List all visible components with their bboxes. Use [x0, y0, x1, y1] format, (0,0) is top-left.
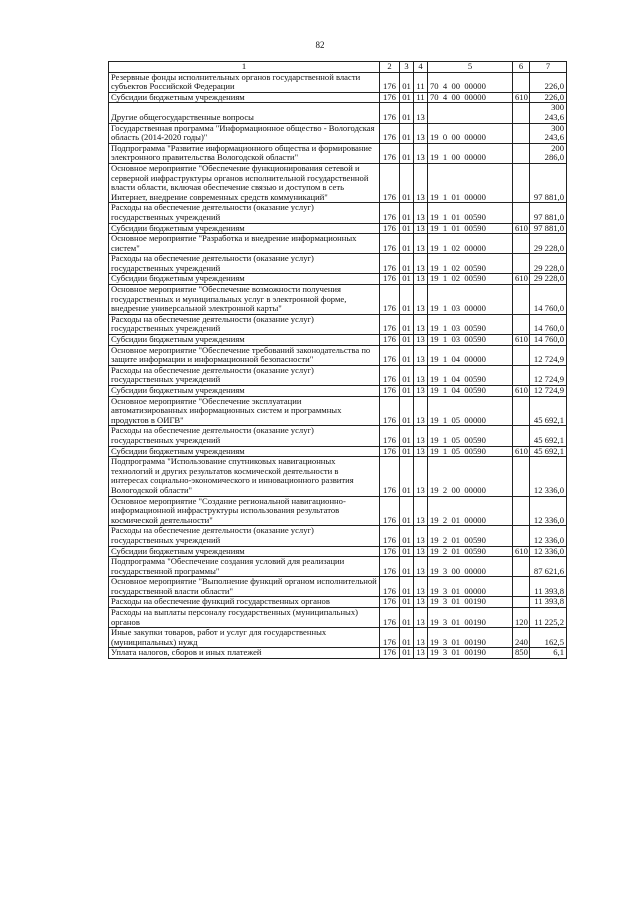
- target-article-cell: 19 1 03 00590: [428, 314, 513, 334]
- ministry-code-cell: 176: [380, 223, 400, 234]
- subsection-code-cell: 13: [414, 335, 428, 346]
- ministry-code-cell: 176: [380, 314, 400, 334]
- ministry-code-cell: 176: [380, 365, 400, 385]
- row-name-cell: Основное мероприятие "Обеспечение функционирования сетевой и серверной инфраструктуры органов исполнительной государственной власти области, включая обеспечение связью и доступом в сеть Интернет, внедрение современных средств коммуникаций": [109, 163, 380, 202]
- ministry-code-cell: 176: [380, 203, 400, 223]
- target-article-cell: 19 3 00 00000: [428, 557, 513, 577]
- table-row: [109, 608, 567, 628]
- target-article-cell: 19 1 04 00000: [428, 345, 513, 365]
- section-code-cell: 01: [400, 496, 414, 526]
- section-code-cell: 01: [400, 234, 414, 254]
- target-article-cell: 19 1 01 00590: [428, 203, 513, 223]
- ministry-code-cell: 176: [380, 92, 400, 103]
- subsection-code-cell: 13: [414, 546, 428, 557]
- expense-type-cell: [513, 103, 530, 123]
- amount-cell: 162,5: [530, 628, 567, 648]
- subsection-code-cell: 13: [414, 203, 428, 223]
- row-name-cell: Расходы на обеспечение функций государственных органов: [109, 597, 380, 608]
- subsection-code-cell: 13: [414, 234, 428, 254]
- table-row: [109, 577, 567, 597]
- table-row: [109, 396, 567, 426]
- table-row: [109, 546, 567, 557]
- ministry-code-cell: 176: [380, 103, 400, 123]
- ministry-code-cell: 176: [380, 648, 400, 659]
- table-row: [109, 386, 567, 397]
- amount-cell: 45 692,1: [530, 426, 567, 446]
- section-code-cell: 01: [400, 163, 414, 202]
- row-name-cell: Уплата налогов, сборов и иных платежей: [109, 648, 380, 659]
- row-name-cell: Расходы на обеспечение деятельности (оказание услуг) государственных учреждений: [109, 526, 380, 546]
- target-article-cell: 19 1 00 00000: [428, 143, 513, 163]
- row-name-cell: Расходы на обеспечение деятельности (оказание услуг) государственных учреждений: [109, 314, 380, 334]
- section-code-cell: 01: [400, 103, 414, 123]
- row-name-cell: Субсидии бюджетным учреждениям: [109, 386, 380, 397]
- target-article-cell: 19 0 00 00000: [428, 123, 513, 143]
- subsection-code-cell: 13: [414, 577, 428, 597]
- amount-cell: 6,1: [530, 648, 567, 659]
- target-article-cell: 19 2 01 00590: [428, 546, 513, 557]
- expense-type-cell: [513, 496, 530, 526]
- row-name-cell: Основное мероприятие "Обеспечение требований законодательства по защите информации и информационной безопасности": [109, 345, 380, 365]
- row-name-cell: Расходы на обеспечение деятельности (оказание услуг) государственных учреждений: [109, 426, 380, 446]
- expense-type-cell: 610: [513, 446, 530, 457]
- budget-table: [108, 61, 567, 659]
- expense-type-cell: [513, 365, 530, 385]
- section-code-cell: 01: [400, 314, 414, 334]
- section-code-cell: 01: [400, 628, 414, 648]
- header-cell: 3: [400, 62, 414, 73]
- ministry-code-cell: 176: [380, 526, 400, 546]
- expense-type-cell: [513, 254, 530, 274]
- target-article-cell: 19 3 01 00190: [428, 648, 513, 659]
- target-article-cell: 19 1 03 00590: [428, 335, 513, 346]
- subsection-code-cell: 13: [414, 426, 428, 446]
- ministry-code-cell: 176: [380, 608, 400, 628]
- subsection-code-cell: 13: [414, 345, 428, 365]
- subsection-code-cell: 13: [414, 496, 428, 526]
- section-code-cell: 01: [400, 426, 414, 446]
- expense-type-cell: [513, 123, 530, 143]
- expense-type-cell: [513, 426, 530, 446]
- subsection-code-cell: 13: [414, 223, 428, 234]
- amount-cell: 87 621,6: [530, 557, 567, 577]
- target-article-cell: [428, 103, 513, 123]
- section-code-cell: 01: [400, 365, 414, 385]
- subsection-code-cell: 13: [414, 254, 428, 274]
- header-cell: 1: [109, 62, 380, 73]
- header-cell: 4: [414, 62, 428, 73]
- expense-type-cell: [513, 345, 530, 365]
- subsection-code-cell: 13: [414, 457, 428, 496]
- table-row: [109, 234, 567, 254]
- section-code-cell: 01: [400, 92, 414, 103]
- row-name-cell: Субсидии бюджетным учреждениям: [109, 274, 380, 285]
- amount-cell: 14 760,0: [530, 314, 567, 334]
- amount-cell: 29 228,0: [530, 254, 567, 274]
- row-name-cell: Подпрограмма "Использование спутниковых навигационных технологий и других результатов космической деятельности в интересах социально-экономического и инновационного развития Вологодской области": [109, 457, 380, 496]
- amount-cell: 300 243,6: [530, 123, 567, 143]
- ministry-code-cell: 176: [380, 254, 400, 274]
- ministry-code-cell: 176: [380, 577, 400, 597]
- amount-cell: 12 336,0: [530, 526, 567, 546]
- section-code-cell: 01: [400, 526, 414, 546]
- row-name-cell: Субсидии бюджетным учреждениям: [109, 546, 380, 557]
- table-row: [109, 163, 567, 202]
- table-row: [109, 92, 567, 103]
- ministry-code-cell: 176: [380, 557, 400, 577]
- subsection-code-cell: 13: [414, 628, 428, 648]
- ministry-code-cell: 176: [380, 496, 400, 526]
- row-name-cell: Расходы на выплаты персоналу государственных (муниципальных) органов: [109, 608, 380, 628]
- target-article-cell: 19 1 02 00000: [428, 234, 513, 254]
- expense-type-cell: [513, 577, 530, 597]
- header-cell: 2: [380, 62, 400, 73]
- row-name-cell: Субсидии бюджетным учреждениям: [109, 223, 380, 234]
- section-code-cell: 01: [400, 345, 414, 365]
- table-row: [109, 254, 567, 274]
- ministry-code-cell: 176: [380, 597, 400, 608]
- target-article-cell: 19 1 04 00590: [428, 365, 513, 385]
- table-row: [109, 446, 567, 457]
- row-name-cell: Основное мероприятие "Разработка и внедрение информационных систем": [109, 234, 380, 254]
- table-row: [109, 314, 567, 334]
- row-name-cell: Иные закупки товаров, работ и услуг для государственных (муниципальных) нужд: [109, 628, 380, 648]
- amount-cell: 11 225,2: [530, 608, 567, 628]
- table-row: [109, 223, 567, 234]
- amount-cell: 226,0: [530, 92, 567, 103]
- subsection-code-cell: 13: [414, 526, 428, 546]
- target-article-cell: 19 1 04 00590: [428, 386, 513, 397]
- row-name-cell: Основное мероприятие "Выполнение функций органом исполнительной государственной власти области": [109, 577, 380, 597]
- amount-cell: 12 724,9: [530, 345, 567, 365]
- section-code-cell: 01: [400, 72, 414, 92]
- subsection-code-cell: 13: [414, 314, 428, 334]
- subsection-code-cell: 13: [414, 274, 428, 285]
- section-code-cell: 01: [400, 223, 414, 234]
- target-article-cell: 19 2 01 00590: [428, 526, 513, 546]
- expense-type-cell: 610: [513, 274, 530, 285]
- section-code-cell: 01: [400, 557, 414, 577]
- section-code-cell: 01: [400, 396, 414, 426]
- row-name-cell: Государственная программа "Информационное общество - Вологодская область (2014-2020 годы)": [109, 123, 380, 143]
- subsection-code-cell: 13: [414, 285, 428, 315]
- ministry-code-cell: 176: [380, 274, 400, 285]
- ministry-code-cell: 176: [380, 143, 400, 163]
- amount-cell: 14 760,0: [530, 285, 567, 315]
- subsection-code-cell: 11: [414, 72, 428, 92]
- expense-type-cell: 610: [513, 223, 530, 234]
- subsection-code-cell: 13: [414, 386, 428, 397]
- subsection-code-cell: 13: [414, 143, 428, 163]
- table-row: [109, 496, 567, 526]
- section-code-cell: 01: [400, 123, 414, 143]
- table-row: [109, 103, 567, 123]
- expense-type-cell: [513, 143, 530, 163]
- expense-type-cell: 610: [513, 335, 530, 346]
- ministry-code-cell: 176: [380, 628, 400, 648]
- expense-type-cell: 240: [513, 628, 530, 648]
- target-article-cell: 19 1 01 00590: [428, 223, 513, 234]
- target-article-cell: 19 1 05 00590: [428, 446, 513, 457]
- amount-cell: 226,0: [530, 72, 567, 92]
- subsection-code-cell: 13: [414, 103, 428, 123]
- ministry-code-cell: 176: [380, 345, 400, 365]
- target-article-cell: 19 2 01 00000: [428, 496, 513, 526]
- amount-cell: 11 393,8: [530, 597, 567, 608]
- section-code-cell: 01: [400, 335, 414, 346]
- table-row: [109, 648, 567, 659]
- table-row: [109, 557, 567, 577]
- ministry-code-cell: 176: [380, 446, 400, 457]
- target-article-cell: 70 4 00 00000: [428, 92, 513, 103]
- table-row: [109, 365, 567, 385]
- row-name-cell: Основное мероприятие "Создание региональной навигационно-информационной инфраструктуры использования результатов космической деятельности": [109, 496, 380, 526]
- section-code-cell: 01: [400, 254, 414, 274]
- ministry-code-cell: 176: [380, 426, 400, 446]
- expense-type-cell: [513, 285, 530, 315]
- section-code-cell: 01: [400, 648, 414, 659]
- expense-type-cell: [513, 203, 530, 223]
- subsection-code-cell: 13: [414, 648, 428, 659]
- target-article-cell: 19 1 05 00590: [428, 426, 513, 446]
- table-row: [109, 285, 567, 315]
- ministry-code-cell: 176: [380, 123, 400, 143]
- table-row: [109, 628, 567, 648]
- amount-cell: 29 228,0: [530, 274, 567, 285]
- amount-cell: 12 724,9: [530, 365, 567, 385]
- expense-type-cell: [513, 314, 530, 334]
- ministry-code-cell: 176: [380, 285, 400, 315]
- table-row: [109, 143, 567, 163]
- table-row: [109, 335, 567, 346]
- amount-cell: 300 243,6: [530, 103, 567, 123]
- section-code-cell: 01: [400, 386, 414, 397]
- section-code-cell: 01: [400, 143, 414, 163]
- amount-cell: 97 881,0: [530, 223, 567, 234]
- ministry-code-cell: 176: [380, 546, 400, 557]
- expense-type-cell: 610: [513, 386, 530, 397]
- section-code-cell: 01: [400, 577, 414, 597]
- section-code-cell: 01: [400, 446, 414, 457]
- target-article-cell: 19 2 00 00000: [428, 457, 513, 496]
- amount-cell: 11 393,8: [530, 577, 567, 597]
- expense-type-cell: [513, 72, 530, 92]
- target-article-cell: 19 1 02 00590: [428, 274, 513, 285]
- row-name-cell: Субсидии бюджетным учреждениям: [109, 446, 380, 457]
- row-name-cell: Расходы на обеспечение деятельности (оказание услуг) государственных учреждений: [109, 203, 380, 223]
- subsection-code-cell: 13: [414, 557, 428, 577]
- row-name-cell: Резервные фонды исполнительных органов государственной власти субъектов Российской Федерации: [109, 72, 380, 92]
- subsection-code-cell: 13: [414, 446, 428, 457]
- section-code-cell: 01: [400, 285, 414, 315]
- row-name-cell: Основное мероприятие "Обеспечение эксплуатации автоматизированных информационных систем и программных продуктов в ОИГВ": [109, 396, 380, 426]
- row-name-cell: Субсидии бюджетным учреждениям: [109, 335, 380, 346]
- target-article-cell: 19 3 01 00190: [428, 628, 513, 648]
- table-row: [109, 123, 567, 143]
- header-cell: 7: [530, 62, 567, 73]
- row-name-cell: Основное мероприятие "Обеспечение возможности получения государственных и муниципальных услуг в электронной форме, внедрение универсальной электронной карты": [109, 285, 380, 315]
- row-name-cell: Расходы на обеспечение деятельности (оказание услуг) государственных учреждений: [109, 254, 380, 274]
- expense-type-cell: 610: [513, 92, 530, 103]
- header-cell: 5: [428, 62, 513, 73]
- subsection-code-cell: 13: [414, 123, 428, 143]
- ministry-code-cell: 176: [380, 234, 400, 254]
- expense-type-cell: 850: [513, 648, 530, 659]
- ministry-code-cell: 176: [380, 396, 400, 426]
- amount-cell: 97 881,0: [530, 203, 567, 223]
- section-code-cell: 01: [400, 457, 414, 496]
- expense-type-cell: 120: [513, 608, 530, 628]
- row-name-cell: Расходы на обеспечение деятельности (оказание услуг) государственных учреждений: [109, 365, 380, 385]
- amount-cell: 200 286,0: [530, 143, 567, 163]
- amount-cell: 12 724,9: [530, 386, 567, 397]
- amount-cell: 12 336,0: [530, 496, 567, 526]
- target-article-cell: 19 3 01 00190: [428, 597, 513, 608]
- target-article-cell: 19 3 01 00190: [428, 608, 513, 628]
- amount-cell: 45 692,1: [530, 396, 567, 426]
- table-row: [109, 426, 567, 446]
- ministry-code-cell: 176: [380, 163, 400, 202]
- amount-cell: 12 336,0: [530, 457, 567, 496]
- ministry-code-cell: 176: [380, 335, 400, 346]
- row-name-cell: Другие общегосударственные вопросы: [109, 103, 380, 123]
- expense-type-cell: [513, 396, 530, 426]
- expense-type-cell: [513, 557, 530, 577]
- expense-type-cell: [513, 457, 530, 496]
- ministry-code-cell: 176: [380, 72, 400, 92]
- section-code-cell: 01: [400, 546, 414, 557]
- section-code-cell: 01: [400, 608, 414, 628]
- amount-cell: 12 336,0: [530, 546, 567, 557]
- subsection-code-cell: 13: [414, 597, 428, 608]
- section-code-cell: 01: [400, 203, 414, 223]
- table-header-row: [109, 62, 567, 73]
- row-name-cell: Субсидии бюджетным учреждениям: [109, 92, 380, 103]
- row-name-cell: Подпрограмма "Обеспечение создания условий для реализации государственной программы": [109, 557, 380, 577]
- ministry-code-cell: 176: [380, 457, 400, 496]
- header-cell: 6: [513, 62, 530, 73]
- page-number: 82: [315, 40, 325, 50]
- amount-cell: 14 760,0: [530, 335, 567, 346]
- subsection-code-cell: 13: [414, 396, 428, 426]
- table-row: [109, 526, 567, 546]
- target-article-cell: 19 3 01 00000: [428, 577, 513, 597]
- expense-type-cell: [513, 234, 530, 254]
- target-article-cell: 19 1 03 00000: [428, 285, 513, 315]
- amount-cell: 29 228,0: [530, 234, 567, 254]
- table-row: [109, 457, 567, 496]
- subsection-code-cell: 11: [414, 92, 428, 103]
- section-code-cell: 01: [400, 597, 414, 608]
- expense-type-cell: [513, 526, 530, 546]
- expense-type-cell: 610: [513, 546, 530, 557]
- amount-cell: 45 692,1: [530, 446, 567, 457]
- section-code-cell: 01: [400, 274, 414, 285]
- table-row: [109, 345, 567, 365]
- table-row: [109, 274, 567, 285]
- ministry-code-cell: 176: [380, 386, 400, 397]
- expense-type-cell: [513, 597, 530, 608]
- row-name-cell: Подпрограмма "Развитие информационного общества и формирование электронного правительства Вологодской области": [109, 143, 380, 163]
- table-row: [109, 597, 567, 608]
- subsection-code-cell: 13: [414, 365, 428, 385]
- amount-cell: 97 881,0: [530, 163, 567, 202]
- table-row: [109, 203, 567, 223]
- target-article-cell: 19 1 01 00000: [428, 163, 513, 202]
- target-article-cell: 19 1 02 00590: [428, 254, 513, 274]
- target-article-cell: 70 4 00 00000: [428, 72, 513, 92]
- target-article-cell: 19 1 05 00000: [428, 396, 513, 426]
- subsection-code-cell: 13: [414, 163, 428, 202]
- subsection-code-cell: 13: [414, 608, 428, 628]
- expense-type-cell: [513, 163, 530, 202]
- table-row: [109, 72, 567, 92]
